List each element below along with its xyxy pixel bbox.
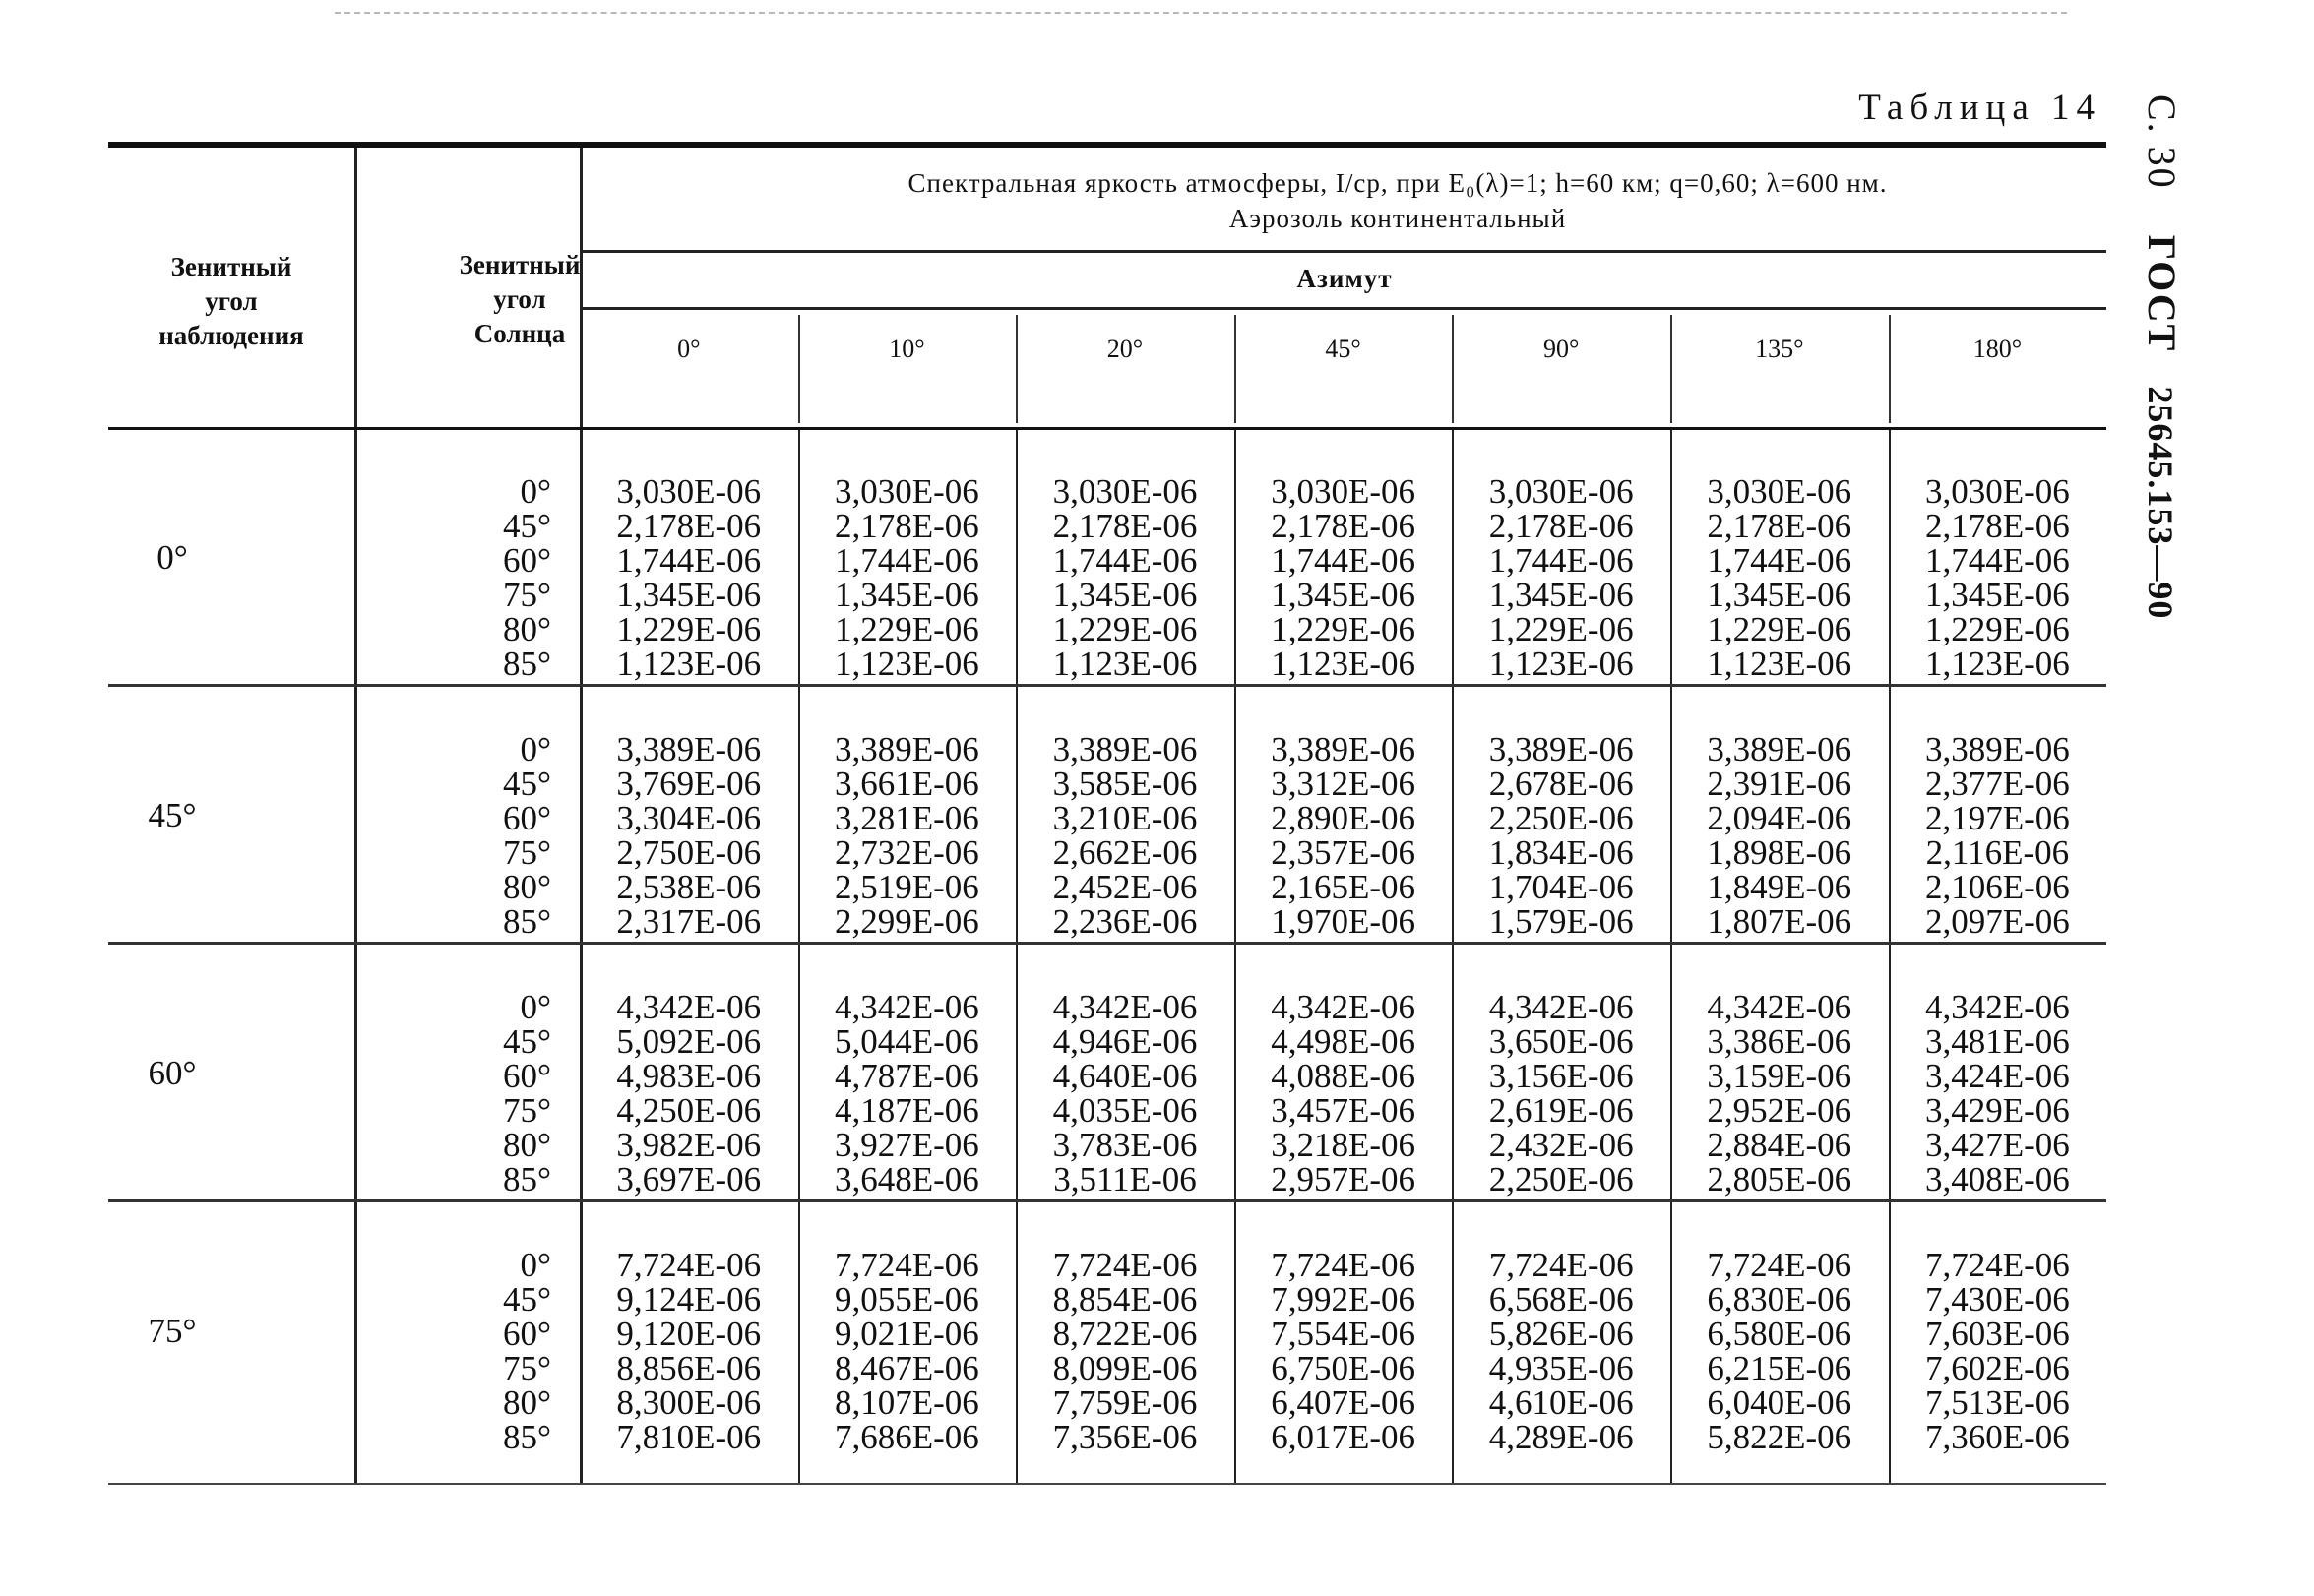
radiance-value: 3,030E-06 xyxy=(1488,472,1634,511)
radiance-value: 6,750E-06 xyxy=(1271,1349,1415,1387)
radiance-value: 1,229E-06 xyxy=(1707,610,1852,648)
radiance-value: 3,030E-06 xyxy=(1924,472,2070,511)
radiance-value: 1,970E-06 xyxy=(1271,902,1415,941)
radiance-value: 1,345E-06 xyxy=(616,576,762,614)
sun-angle: 75° xyxy=(503,576,551,614)
radiance-value: 1,744E-06 xyxy=(1271,541,1415,580)
radiance-value: 2,299E-06 xyxy=(834,902,979,941)
radiance-column xyxy=(1016,732,1234,939)
radiance-value: 1,744E-06 xyxy=(1488,541,1634,580)
sun-angle-column xyxy=(433,474,551,681)
azimuth-divider xyxy=(1670,315,1672,423)
radiance-value: 3,769E-06 xyxy=(616,765,762,803)
radiance-value: 1,704E-06 xyxy=(1488,868,1634,906)
radiance-value: 2,952E-06 xyxy=(1707,1091,1852,1130)
radiance-value: 8,854E-06 xyxy=(1052,1280,1198,1319)
radiance-value: 2,178E-06 xyxy=(616,507,762,545)
radiance-value: 7,724E-06 xyxy=(1052,1246,1198,1284)
radiance-value: 1,229E-06 xyxy=(1052,610,1198,648)
radiance-value: 1,123E-06 xyxy=(1924,645,2070,683)
radiance-value: 2,094E-06 xyxy=(1707,799,1852,837)
radiance-value: 3,424E-06 xyxy=(1924,1057,2070,1095)
radiance-value: 4,187E-06 xyxy=(834,1091,979,1130)
radiance-column xyxy=(1234,474,1453,681)
radiance-value: 8,107E-06 xyxy=(834,1383,979,1422)
radiance-column xyxy=(580,732,798,939)
radiance-value: 1,229E-06 xyxy=(1924,610,2070,648)
radiance-value: 3,156E-06 xyxy=(1488,1057,1634,1095)
radiance-value: 3,389E-06 xyxy=(616,730,762,768)
radiance-value: 9,124E-06 xyxy=(616,1280,762,1319)
radiance-value: 7,686E-06 xyxy=(834,1418,979,1456)
radiance-value: 4,342E-06 xyxy=(1488,988,1634,1026)
radiance-value: 7,724E-06 xyxy=(1924,1246,2070,1284)
radiance-value: 2,619E-06 xyxy=(1488,1091,1634,1130)
radiance-value: 4,250E-06 xyxy=(616,1091,762,1130)
sun-angle: 0° xyxy=(520,988,551,1026)
radiance-value: 2,957E-06 xyxy=(1271,1160,1415,1198)
azimuth-divider xyxy=(1889,315,1891,423)
radiance-column xyxy=(1452,474,1670,681)
radiance-value: 7,724E-06 xyxy=(1488,1246,1634,1284)
radiance-value: 7,759E-06 xyxy=(1052,1383,1198,1422)
radiance-column xyxy=(580,1248,798,1454)
sun-angle: 0° xyxy=(520,730,551,768)
azimuth-divider xyxy=(1016,315,1018,423)
spectral-title: Спектральная яркость атмосферы, I/ср, при E₀(λ)=1; h=60 км; q=0,60; λ=600 нм. xyxy=(907,168,1888,198)
radiance-column xyxy=(1889,990,2107,1197)
radiance-value: 4,946E-06 xyxy=(1052,1022,1198,1061)
sun-angle: 60° xyxy=(503,1315,551,1353)
radiance-value: 2,178E-06 xyxy=(1707,507,1852,545)
radiance-value: 2,391E-06 xyxy=(1707,765,1852,803)
sun-zenith-header: Зенитный угол Солнца xyxy=(459,250,581,348)
sun-angle-column xyxy=(433,990,551,1197)
radiance-value: 3,585E-06 xyxy=(1052,765,1198,803)
azimuth-divider xyxy=(1452,315,1454,423)
radiance-column xyxy=(1889,474,2107,681)
radiance-column xyxy=(1234,732,1453,939)
radiance-value: 7,724E-06 xyxy=(1707,1246,1852,1284)
radiance-value: 3,481E-06 xyxy=(1924,1022,2070,1061)
sun-angle: 75° xyxy=(503,1349,551,1387)
radiance-value: 2,317E-06 xyxy=(616,902,762,941)
radiance-value: 3,427E-06 xyxy=(1924,1126,2070,1164)
radiance-value: 3,030E-06 xyxy=(1707,472,1852,511)
sun-angle: 80° xyxy=(503,868,551,906)
radiance-value: 5,822E-06 xyxy=(1707,1418,1852,1456)
azimuth-column-header: 180° xyxy=(1972,335,2023,363)
radiance-value: 8,856E-06 xyxy=(616,1349,762,1387)
standard-code: 25645.153—90 xyxy=(2141,386,2180,620)
radiance-value: 9,120E-06 xyxy=(616,1315,762,1353)
radiance-value: 1,744E-06 xyxy=(616,541,762,580)
radiance-value: 1,345E-06 xyxy=(1707,576,1852,614)
radiance-value: 1,229E-06 xyxy=(834,610,979,648)
radiance-value: 8,467E-06 xyxy=(834,1349,979,1387)
radiance-value: 1,123E-06 xyxy=(1271,645,1415,683)
radiance-value: 3,389E-06 xyxy=(1924,730,2070,768)
sun-angle: 45° xyxy=(503,1280,551,1319)
radiance-value: 2,165E-06 xyxy=(1271,868,1415,906)
page-number: С. 30 xyxy=(2140,94,2184,190)
radiance-column xyxy=(1234,1248,1453,1454)
radiance-value: 4,787E-06 xyxy=(834,1057,979,1095)
radiance-value: 4,342E-06 xyxy=(616,988,762,1026)
radiance-column xyxy=(1016,990,1234,1197)
radiance-value: 3,389E-06 xyxy=(1052,730,1198,768)
radiance-value: 2,732E-06 xyxy=(834,833,979,872)
radiance-value: 6,580E-06 xyxy=(1707,1315,1852,1353)
radiance-value: 4,640E-06 xyxy=(1052,1057,1198,1095)
radiance-value: 4,498E-06 xyxy=(1271,1022,1415,1061)
side-page-label xyxy=(2139,94,2185,619)
radiance-value: 1,229E-06 xyxy=(1488,610,1634,648)
radiance-column xyxy=(798,732,1017,939)
radiance-value: 7,602E-06 xyxy=(1924,1349,2070,1387)
radiance-value: 1,744E-06 xyxy=(1924,541,2070,580)
radiance-value: 6,017E-06 xyxy=(1271,1418,1415,1456)
sun-angle-column xyxy=(433,732,551,939)
sun-angle: 45° xyxy=(503,765,551,803)
radiance-value: 4,088E-06 xyxy=(1271,1057,1415,1095)
radiance-value: 3,389E-06 xyxy=(834,730,979,768)
radiance-value: 7,430E-06 xyxy=(1924,1280,2070,1319)
radiance-value: 4,342E-06 xyxy=(1271,988,1415,1026)
radiance-value: 2,250E-06 xyxy=(1488,1160,1634,1198)
observation-block xyxy=(108,946,2106,1202)
radiance-value: 2,805E-06 xyxy=(1707,1160,1852,1198)
radiance-value: 3,030E-06 xyxy=(834,472,979,511)
radiance-value: 3,389E-06 xyxy=(1488,730,1634,768)
radiance-value: 3,030E-06 xyxy=(1271,472,1415,511)
radiance-value: 1,579E-06 xyxy=(1488,902,1634,941)
radiance-value: 6,215E-06 xyxy=(1707,1349,1852,1387)
radiance-column xyxy=(1452,732,1670,939)
radiance-value: 3,429E-06 xyxy=(1924,1091,2070,1130)
radiance-value: 7,724E-06 xyxy=(1271,1246,1415,1284)
radiance-value: 3,408E-06 xyxy=(1924,1160,2070,1198)
azimuth-divider xyxy=(798,315,800,423)
radiance-value: 1,345E-06 xyxy=(1924,576,2070,614)
radiance-column xyxy=(1670,474,1889,681)
radiance-value: 9,021E-06 xyxy=(834,1315,979,1353)
radiance-value: 1,123E-06 xyxy=(616,645,762,683)
radiance-column xyxy=(580,990,798,1197)
radiance-value: 3,650E-06 xyxy=(1488,1022,1634,1061)
header-rule xyxy=(583,307,2106,310)
radiance-value: 3,030E-06 xyxy=(616,472,762,511)
radiance-value: 1,345E-06 xyxy=(834,576,979,614)
sun-angle: 75° xyxy=(503,1091,551,1130)
radiance-value: 2,432E-06 xyxy=(1488,1126,1634,1164)
radiance-value: 7,554E-06 xyxy=(1271,1315,1415,1353)
radiance-value: 5,044E-06 xyxy=(834,1022,979,1061)
radiance-column xyxy=(580,474,798,681)
radiance-value: 1,744E-06 xyxy=(1052,541,1198,580)
spectral-header xyxy=(689,165,2106,236)
radiance-value: 1,744E-06 xyxy=(834,541,979,580)
radiance-value: 4,342E-06 xyxy=(1707,988,1852,1026)
radiance-column xyxy=(1670,732,1889,939)
radiance-column xyxy=(1452,1248,1670,1454)
table-body xyxy=(108,430,2106,1485)
radiance-value: 6,568E-06 xyxy=(1488,1280,1634,1319)
table-header xyxy=(108,142,2106,430)
radiance-value: 2,678E-06 xyxy=(1488,765,1634,803)
radiance-value: 8,300E-06 xyxy=(616,1383,762,1422)
azimuth-divider xyxy=(1234,315,1236,423)
radiance-value: 3,457E-06 xyxy=(1271,1091,1415,1130)
radiance-value: 2,519E-06 xyxy=(834,868,979,906)
radiance-column xyxy=(798,990,1017,1197)
radiance-value: 4,935E-06 xyxy=(1488,1349,1634,1387)
radiance-value: 2,452E-06 xyxy=(1052,868,1198,906)
radiance-value: 3,281E-06 xyxy=(834,799,979,837)
radiance-value: 4,342E-06 xyxy=(1052,988,1198,1026)
radiance-value: 1,123E-06 xyxy=(834,645,979,683)
aerosol-type: Аэрозоль континентальный xyxy=(1228,204,1567,233)
radiance-value: 2,178E-06 xyxy=(1052,507,1198,545)
radiance-column xyxy=(1016,474,1234,681)
radiance-value: 7,724E-06 xyxy=(616,1246,762,1284)
radiance-value: 2,178E-06 xyxy=(834,507,979,545)
radiance-value: 2,178E-06 xyxy=(1488,507,1634,545)
radiance-value: 3,511E-06 xyxy=(1053,1160,1197,1198)
scan-artifact-line xyxy=(335,12,2067,14)
sun-angle: 60° xyxy=(503,541,551,580)
observation-block xyxy=(108,1203,2106,1457)
radiance-value: 3,159E-06 xyxy=(1707,1057,1852,1095)
radiance-value: 6,830E-06 xyxy=(1707,1280,1852,1319)
radiance-column xyxy=(1016,1248,1234,1454)
radiance-value: 1,345E-06 xyxy=(1052,576,1198,614)
radiance-value: 1,229E-06 xyxy=(1271,610,1415,648)
sun-angle-column xyxy=(433,1248,551,1454)
radiance-value: 2,377E-06 xyxy=(1924,765,2070,803)
sun-angle: 85° xyxy=(503,902,551,941)
radiance-value: 1,898E-06 xyxy=(1707,833,1852,872)
sun-angle: 60° xyxy=(503,799,551,837)
radiance-value: 3,312E-06 xyxy=(1271,765,1415,803)
radiance-value: 2,662E-06 xyxy=(1052,833,1198,872)
radiance-value: 2,106E-06 xyxy=(1924,868,2070,906)
sun-angle: 80° xyxy=(503,1383,551,1422)
radiance-value: 2,357E-06 xyxy=(1271,833,1415,872)
sun-angle: 85° xyxy=(503,1160,551,1198)
radiance-value: 4,342E-06 xyxy=(834,988,979,1026)
azimuth-column-header: 135° xyxy=(1755,335,1804,363)
radiance-value: 1,345E-06 xyxy=(1271,576,1415,614)
radiance-value: 1,123E-06 xyxy=(1488,645,1634,683)
azimuth-header: Азимут xyxy=(1296,264,1393,293)
azimuth-column-header: 10° xyxy=(889,335,925,363)
radiance-value: 8,099E-06 xyxy=(1052,1349,1198,1387)
radiance-value: 4,342E-06 xyxy=(1924,988,2070,1026)
radiance-value: 3,386E-06 xyxy=(1707,1022,1852,1061)
sun-angle: 45° xyxy=(503,1022,551,1061)
radiance-value: 7,356E-06 xyxy=(1052,1418,1198,1456)
header-rule xyxy=(583,250,2106,253)
radiance-value: 2,178E-06 xyxy=(1924,507,2070,545)
observation-angle: 0° xyxy=(156,538,188,577)
radiance-value: 3,661E-06 xyxy=(834,765,979,803)
radiance-value: 1,849E-06 xyxy=(1707,868,1852,906)
azimuth-column-header: 0° xyxy=(677,335,701,363)
observation-block xyxy=(108,688,2106,945)
azimuth-column-header: 20° xyxy=(1106,335,1144,363)
radiance-value: 6,407E-06 xyxy=(1271,1383,1415,1422)
radiance-value: 2,178E-06 xyxy=(1271,507,1415,545)
radiance-value: 7,360E-06 xyxy=(1924,1418,2070,1456)
radiance-column xyxy=(1670,1248,1889,1454)
radiance-value: 1,123E-06 xyxy=(1707,645,1852,683)
radiance-column xyxy=(1670,990,1889,1197)
radiance-column xyxy=(1889,1248,2107,1454)
radiance-value: 6,040E-06 xyxy=(1707,1383,1852,1422)
radiance-value: 3,030E-06 xyxy=(1052,472,1198,511)
sun-angle: 85° xyxy=(503,645,551,683)
radiance-value: 5,826E-06 xyxy=(1488,1315,1634,1353)
radiance-value: 3,927E-06 xyxy=(834,1126,979,1164)
radiance-value: 2,750E-06 xyxy=(616,833,762,872)
observation-angle: 45° xyxy=(148,796,197,834)
radiance-value: 7,603E-06 xyxy=(1924,1315,2070,1353)
radiance-value: 7,992E-06 xyxy=(1271,1280,1415,1319)
radiance-value: 2,116E-06 xyxy=(1925,833,2070,872)
radiance-value: 4,035E-06 xyxy=(1052,1091,1198,1130)
radiance-value: 1,834E-06 xyxy=(1488,833,1634,872)
sun-angle: 80° xyxy=(503,1126,551,1164)
sun-angle: 0° xyxy=(520,1246,551,1284)
sun-angle: 75° xyxy=(503,833,551,872)
radiance-value: 2,884E-06 xyxy=(1707,1126,1852,1164)
radiance-column xyxy=(798,1248,1017,1454)
radiance-value: 9,055E-06 xyxy=(834,1280,979,1319)
radiance-value: 2,236E-06 xyxy=(1052,902,1198,941)
radiance-value: 7,810E-06 xyxy=(616,1418,762,1456)
radiance-value: 1,229E-06 xyxy=(616,610,762,648)
radiance-table xyxy=(108,142,2106,1485)
sun-angle: 80° xyxy=(503,610,551,648)
radiance-value: 8,722E-06 xyxy=(1052,1315,1198,1353)
radiance-value: 4,610E-06 xyxy=(1488,1383,1634,1422)
radiance-value: 1,345E-06 xyxy=(1488,576,1634,614)
standard-name: ГОСТ xyxy=(2140,234,2184,353)
radiance-value: 7,513E-06 xyxy=(1924,1383,2070,1422)
table-title: Таблица 14 xyxy=(1858,88,2101,128)
radiance-value: 3,982E-06 xyxy=(616,1126,762,1164)
observation-zenith-header: Зенитный угол наблюдения xyxy=(158,252,304,350)
radiance-value: 3,218E-06 xyxy=(1271,1126,1415,1164)
radiance-value: 3,648E-06 xyxy=(834,1160,979,1198)
radiance-value: 2,197E-06 xyxy=(1924,799,2070,837)
observation-block xyxy=(108,430,2106,687)
azimuth-column-header: 45° xyxy=(1325,335,1361,363)
observation-angle: 60° xyxy=(148,1054,197,1092)
azimuth-column-header: 90° xyxy=(1542,335,1580,363)
radiance-value: 2,097E-06 xyxy=(1924,902,2070,941)
observation-angle: 75° xyxy=(148,1312,197,1350)
radiance-value: 7,724E-06 xyxy=(834,1246,979,1284)
radiance-value: 3,304E-06 xyxy=(616,799,762,837)
radiance-value: 3,697E-06 xyxy=(616,1160,762,1198)
radiance-column xyxy=(1452,990,1670,1197)
radiance-value: 4,983E-06 xyxy=(616,1057,762,1095)
radiance-value: 4,289E-06 xyxy=(1488,1418,1634,1456)
radiance-value: 1,744E-06 xyxy=(1707,541,1852,580)
radiance-column xyxy=(1234,990,1453,1197)
sun-angle: 60° xyxy=(503,1057,551,1095)
radiance-value: 1,807E-06 xyxy=(1707,902,1852,941)
radiance-value: 2,538E-06 xyxy=(616,868,762,906)
radiance-value: 1,123E-06 xyxy=(1052,645,1198,683)
radiance-column xyxy=(798,474,1017,681)
sun-angle: 0° xyxy=(520,472,551,511)
radiance-value: 3,389E-06 xyxy=(1271,730,1415,768)
radiance-value: 3,210E-06 xyxy=(1052,799,1198,837)
radiance-value: 2,890E-06 xyxy=(1271,799,1415,837)
radiance-value: 3,783E-06 xyxy=(1052,1126,1198,1164)
radiance-value: 2,250E-06 xyxy=(1488,799,1634,837)
sun-angle: 85° xyxy=(503,1418,551,1456)
radiance-value: 5,092E-06 xyxy=(616,1022,762,1061)
sun-angle: 45° xyxy=(503,507,551,545)
radiance-column xyxy=(1889,732,2107,939)
radiance-value: 3,389E-06 xyxy=(1707,730,1852,768)
